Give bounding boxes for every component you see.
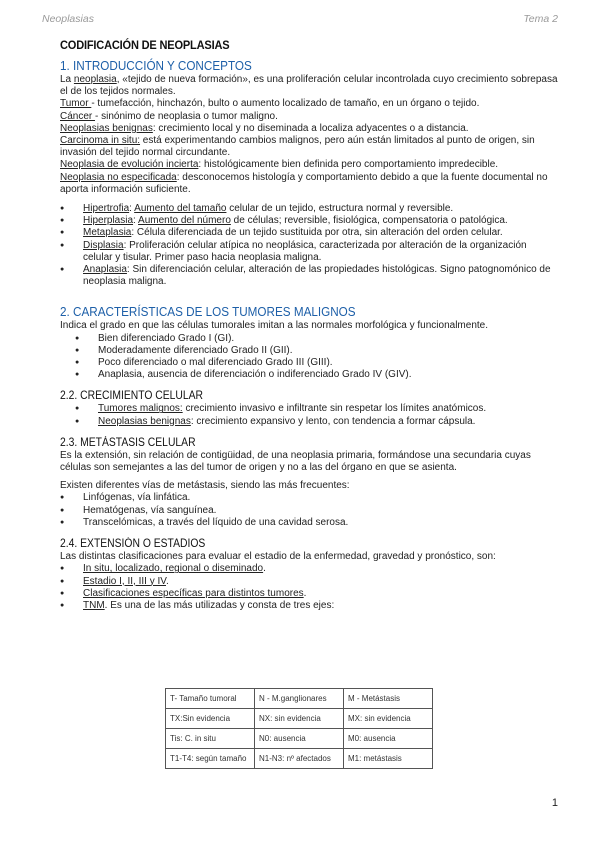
tnm-table (165, 688, 433, 769)
concept-text: de células; reversible, fisiológica, compensatoria o patológica. (230, 215, 508, 227)
growth-term: Tumores malignos: (98, 403, 183, 415)
table-row (166, 749, 433, 769)
list-item (60, 416, 558, 428)
definition (60, 123, 558, 135)
definition-text: : histológicamente bien definida pero comportamiento impredecible. (198, 159, 499, 171)
staging-intro: Las distintas clasificaciones para evaluar el estadio de la enfermedad, gravedad y pronóstico, son: (60, 551, 496, 563)
staging-list (60, 563, 558, 612)
list-item: ● Moderadamente diferenciado Grado II (GII). (60, 345, 558, 357)
definition-term: Neoplasias benignas (60, 122, 153, 134)
separator: : (129, 203, 135, 215)
concept-subterm: Aumento del número (138, 215, 231, 227)
definition-text: - sinónimo de neoplasia o tumor maligno. (95, 110, 278, 122)
concept-text: : Célula diferenciada de un tejido sustituida por otra, sin alteración del orden celular. (131, 227, 503, 239)
table-row (166, 689, 433, 709)
list-item: ● Hematógenas, vía sanguínea. (60, 505, 558, 517)
table-cell: N - M.ganglionares (255, 689, 344, 709)
section-heading-2-2: 2.2. CRECIMIENTO CELULAR (60, 390, 204, 403)
definition (60, 111, 558, 123)
list-item (60, 576, 558, 588)
staging-term: Clasificaciones específicas para distintos tumores (83, 587, 304, 599)
separator: : (133, 215, 139, 227)
growth-text: crecimiento invasivo e infiltrante sin respetar los límites anatómicos. (182, 403, 487, 415)
table-cell: MX: sin evidencia (344, 709, 433, 729)
definition-term: Neoplasia no especificada (60, 171, 177, 183)
section-heading-2-3: 2.3. METÁSTASIS CELULAR (60, 436, 196, 449)
definition-term: Cáncer (60, 110, 96, 122)
definition (60, 98, 558, 110)
grade-list (60, 333, 558, 382)
definition-text: : crecimiento local y no diseminada a localiza adyacentes o a distancia. (152, 122, 469, 134)
concept-term: Metaplasia (83, 227, 132, 239)
definition-term: Neoplasia de evolución incierta (60, 159, 199, 171)
section-heading-2-4: 2.4. EXTENSIÓN O ESTADIOS (60, 538, 206, 551)
staging-term: Estadio I, II, III y IV (83, 575, 167, 587)
staging-text: . (166, 575, 169, 587)
list-item (60, 240, 558, 264)
list-item (60, 563, 558, 575)
table-cell: T- Tamaño tumoral (166, 689, 255, 709)
table-cell: M1: metástasis (344, 749, 433, 769)
table-cell: TX:Sin evidencia (166, 709, 255, 729)
table-cell: M0: ausencia (344, 729, 433, 749)
concept-term: Hipertrofia (83, 203, 130, 215)
concept-term: Hiperplasia (83, 215, 134, 227)
definition-text: - tumefacción, hinchazón, bulto o aumento localizado de tamaño, en un órgano o tejido. (91, 98, 480, 110)
metastasis-definition: Es la extensión, sin relación de contigüidad, de una neoplasia primaria, formándose una secundaria cuyas células son semejantes a las del tumor de origen y no a las del órgano en que se asienta. (60, 449, 531, 474)
document-body (60, 36, 558, 612)
table-cell: T1-T4: según tamaño (166, 749, 255, 769)
metastasis-routes-list (60, 492, 558, 529)
growth-list (60, 403, 558, 427)
concept-term: Displasia (83, 239, 124, 251)
definition-prefix: La (60, 74, 74, 85)
metastasis-routes-intro: Existen diferentes vías de metástasis, siendo las más frecuentes: (60, 480, 350, 492)
table-cell: Tis: C. in situ (166, 729, 255, 749)
definition (60, 172, 558, 196)
list-item: ● Poco diferenciado o mal diferenciado Grado III (GIII). (60, 357, 558, 369)
table-cell: N0: ausencia (255, 729, 344, 749)
section-2-intro: Indica el grado en que las células tumorales imitan a las normales morfológica y funcionalmente. (60, 320, 489, 332)
list-item (60, 215, 558, 227)
list-item (60, 264, 558, 288)
list-item: ● Bien diferenciado Grado I (GI). (60, 333, 558, 345)
running-header-right: Tema 2 (523, 13, 558, 25)
section-heading-1: 1. INTRODUCCIÓN Y CONCEPTOS (60, 58, 252, 73)
staging-term: In situ, localizado, regional o diseminado (83, 563, 264, 575)
table-cell: M - Metástasis (344, 689, 433, 709)
concept-list (60, 203, 558, 288)
list-item (60, 588, 558, 600)
definition-term: Tumor (60, 98, 92, 110)
running-header-left: Neoplasias (42, 13, 94, 25)
staging-text: . (303, 587, 307, 599)
section-heading-2: 2. CARACTERÍSTICAS DE LOS TUMORES MALIGNOS (60, 304, 356, 320)
staging-text: . (263, 563, 266, 575)
definition-text: está experimentando cambios malignos, pero aún están limitados al punto de origen, sin invasión del tejido normal circundante. (60, 135, 535, 159)
growth-term: Neoplasias benignas (98, 415, 191, 427)
concept-subterm: Aumento del tamaño (134, 203, 227, 215)
definitions (60, 74, 558, 196)
definition-term: neoplasia (73, 74, 117, 85)
list-item (60, 203, 558, 215)
staging-term: TNM (83, 599, 105, 611)
staging-text: . Es una de las más utilizadas y consta de tres ejes: (104, 599, 335, 611)
definition (60, 135, 558, 159)
table-cell: N1-N3: nº afectados (255, 749, 344, 769)
concept-text: : Proliferación celular atípica no neoplásica, caracterizada por alteración de la organización celular y tisular. Primer paso hacia neoplasia maligna. (83, 239, 527, 263)
table-row (166, 709, 433, 729)
list-item (60, 227, 558, 239)
list-item (60, 403, 558, 415)
document-title: CODIFICACIÓN DE NEOPLASIAS (60, 38, 230, 52)
list-item: ● Transcelómicas, a través del líquido de una cavidad serosa. (60, 517, 558, 529)
definition (60, 74, 558, 98)
growth-text: : crecimiento expansivo y lento, con tendencia a formar cápsula. (190, 415, 476, 427)
table-cell: NX: sin evidencia (255, 709, 344, 729)
list-item (60, 600, 558, 612)
table-row (166, 729, 433, 749)
page-number: 1 (551, 797, 558, 809)
concept-text: celular de un tejido, estructura normal y reversible. (226, 203, 454, 215)
concept-term: Anaplasia (83, 264, 127, 276)
definition-text: : desconocemos histología y comportamiento debido a que la fuente documental no aporta información suficiente. (60, 171, 548, 195)
concept-text: : Sin diferenciación celular, alteración de las propiedades histológicas. Signo patognomónico de neoplasia maligna. (83, 264, 551, 288)
definition (60, 159, 558, 171)
definition-term: Carcinoma in situ: (60, 135, 141, 147)
list-item: ● Linfógenas, vía linfática. (60, 492, 558, 504)
list-item: ● Anaplasia, ausencia de diferenciación o indiferenciado Grado IV (GIV). (60, 369, 558, 381)
definition-text: , «tejido de nueva formación», es una proliferación celular incontrolada cuyo crecimiento sobrepasa el de los tejidos normales. (60, 74, 558, 98)
